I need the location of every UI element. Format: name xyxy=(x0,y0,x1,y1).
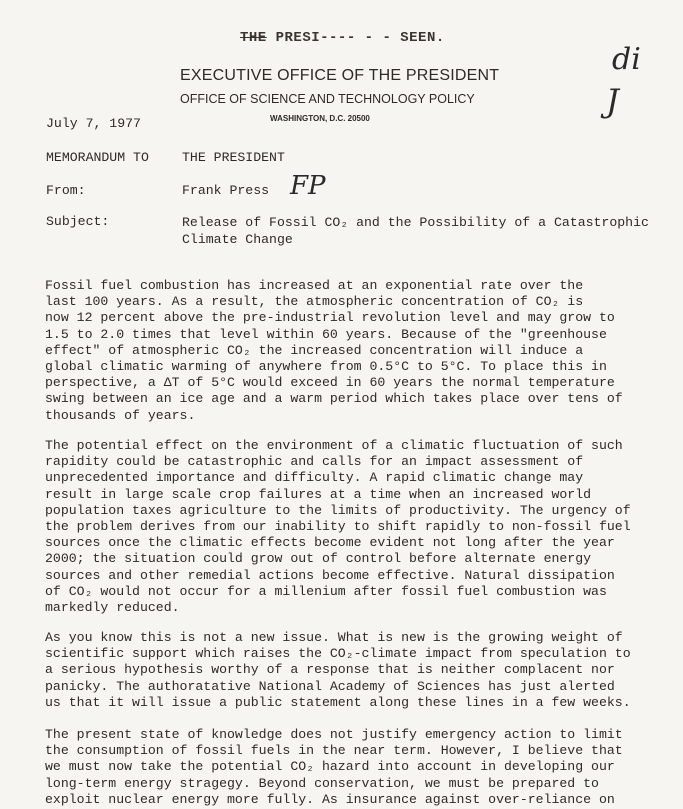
letterhead-office: OFFICE OF SCIENCE AND TECHNOLOGY POLICY xyxy=(180,92,475,106)
memo-date: July 7, 1977 xyxy=(46,116,141,131)
memo-from-label: From: xyxy=(46,183,86,198)
stamp-struck-word: THE xyxy=(240,30,267,46)
memo-to-label: MEMORANDUM TO xyxy=(46,150,149,165)
memo-from-value: Frank Press xyxy=(182,183,270,198)
memo-subject-value: Release of Fossil CO₂ and the Possibility of a Catastrophic Climate Change xyxy=(182,215,649,247)
letterhead-title: EXECUTIVE OFFICE OF THE PRESIDENT xyxy=(180,67,500,84)
body-paragraph-1: Fossil fuel combustion has increased at an exponential rate over the last 100 years. As a result, the atmospheric concentration of CO₂ is now 12 percent above the pre-industrial revolution level and may grow to 1.5 to 2.0 times that level within 60 years. Because of the "greenhouse effect" of atmospheric CO₂ the increased concentration will induce a global climatic warming of anywhere from 0.5°C to 5°C. To place this in perspective, a ΔT of 5°C would exceed in 60 years the normal temperature swing between an ice age and a warm period which takes place over tens of thousands of years. xyxy=(45,278,623,423)
handwritten-initials-top: di xyxy=(612,42,641,77)
received-stamp xyxy=(240,30,445,46)
letterhead-location: WASHINGTON, D.C. 20500 xyxy=(270,114,370,123)
handwritten-signature: FP xyxy=(290,171,326,201)
handwritten-initials-bottom: J xyxy=(606,82,619,120)
body-paragraph-2: The potential effect on the environment of a climatic fluctuation of such rapidity could be catastrophic and calls for an impact assessment of unprecedented importance and difficulty. A rapid climatic change may result in large scale crop failures at a time when an increased world population taxes agriculture to the limits of productivity. The urgency of the problem derives from our inability to shift rapidly to non-fossil fuel sources once the climatic effects become evident not long after the year 2000; the situation could grow out of control before alternate energy sources and other remedial actions become effective. Natural dissipation of CO₂ would not occur for a millenium after fossil fuel combustion was markedly reduced. xyxy=(45,438,631,616)
body-paragraph-3: As you know this is not a new issue. What is new is the growing weight of scientific support which raises the CO₂-climate impact from speculation to a serious hypothesis worthy of a response that is neither complacent nor panicky. The authoratative National Academy of Sciences has just alerted us that it will issue a public statement along these lines in a few weeks. xyxy=(45,630,631,710)
memo-to-value: THE PRESIDENT xyxy=(182,150,285,165)
body-paragraph-4: The present state of knowledge does not justify emergency action to limit the consumption of fossil fuels in the near term. However, I believe that we must now take the potential CO₂ hazard into account in developing our long-term energy stragegy. Beyond conservation, we must be prepared to exploit nuclear energy more fully. As insurance against over-reliance on xyxy=(45,727,623,807)
memo-subject-label: Subject: xyxy=(46,214,110,229)
stamp-text: PRESI‐‐‐‐ ‐ ‐ SEEN. xyxy=(275,30,445,46)
